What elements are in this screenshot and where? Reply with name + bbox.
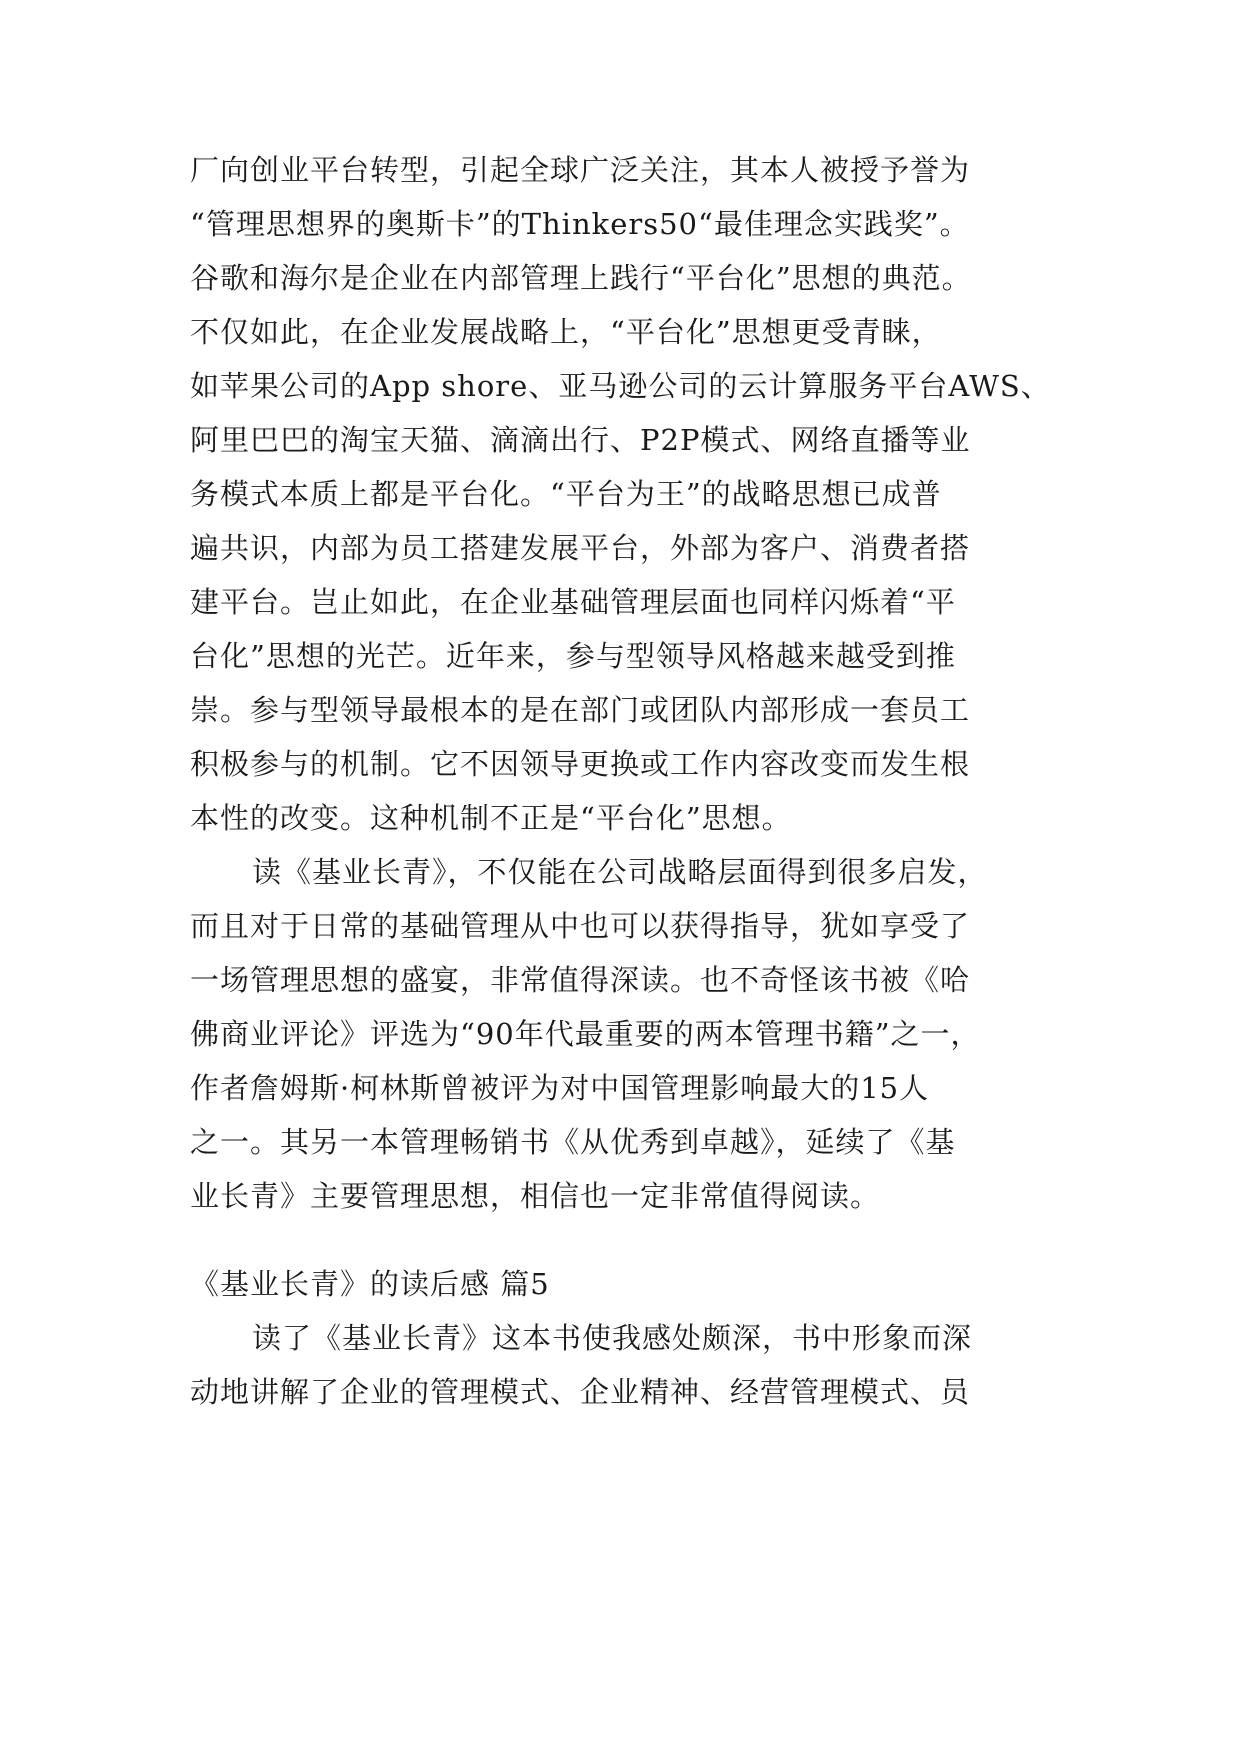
paragraph-line: 本性的改变。这种机制不正是“平台化”思想。 — [190, 801, 792, 835]
paragraph-line: 之一。其另一本管理畅销书《从优秀到卓越》，延续了《基 — [190, 1125, 956, 1159]
paragraph-line: 积极参与的机制。它不因领导更换或工作内容改变而发生根 — [190, 747, 971, 781]
paragraph-line: 台化”思想的光芒。近年来，参与型领导风格越来越受到推 — [190, 639, 956, 673]
paragraph-line: 作者詹姆斯·柯林斯曾被评为对中国管理影响最大的15人 — [190, 1071, 930, 1105]
paragraph-line: 一场管理思想的盛宴，非常值得深读。也不奇怪该书被《哈 — [190, 963, 971, 997]
paragraph-line: 业长青》主要管理思想，相信也一定非常值得阅读。 — [190, 1179, 881, 1213]
paragraph-line: 而且对于日常的基础管理从中也可以获得指导，犹如享受了 — [190, 909, 971, 943]
paragraph-line: 务模式本质上都是平台化。“平台为王”的战略思想已成普 — [190, 477, 942, 511]
paragraph-line: 不仅如此，在企业发展战略上，“平台化”思想更受青睐， — [190, 315, 942, 349]
paragraph-line: “管理思想界的奥斯卡”的Thinkers50“最佳理念实践奖”。 — [190, 207, 970, 241]
paragraph-line: 遍共识，内部为员工搭建发展平台，外部为客户、消费者搭 — [190, 531, 971, 565]
paragraph-line: 如苹果公司的App shore、亚马逊公司的云计算服务平台AWS、 — [190, 369, 1051, 403]
paragraph-line: 阿里巴巴的淘宝天猫、滴滴出行、P2P模式、网络直播等业 — [190, 423, 971, 457]
paragraph-line: 读《基业长青》，不仅能在公司战略层面得到很多启发， — [252, 855, 988, 889]
paragraph-line: 崇。参与型领导最根本的是在部门或团队内部形成一套员工 — [190, 693, 971, 727]
paragraph-line: 厂向创业平台转型，引起全球广泛关注，其本人被授予誉为 — [190, 153, 971, 187]
paragraph-line: 建平台。岂止如此，在企业基础管理层面也同样闪烁着“平 — [190, 585, 956, 619]
section-heading: 《基业长青》的读后感 篇5 — [190, 1267, 550, 1301]
paragraph-line: 佛商业评论》评选为“90年代最重要的两本管理书籍”之一， — [190, 1017, 981, 1051]
paragraph-line: 读了《基业长青》这本书使我感处颇深，书中形象而深 — [252, 1321, 973, 1355]
paragraph-line: 动地讲解了企业的管理模式、企业精神、经营管理模式、员 — [190, 1375, 971, 1409]
paragraph-line: 谷歌和海尔是企业在内部管理上践行“平台化”思想的典范。 — [190, 261, 972, 295]
